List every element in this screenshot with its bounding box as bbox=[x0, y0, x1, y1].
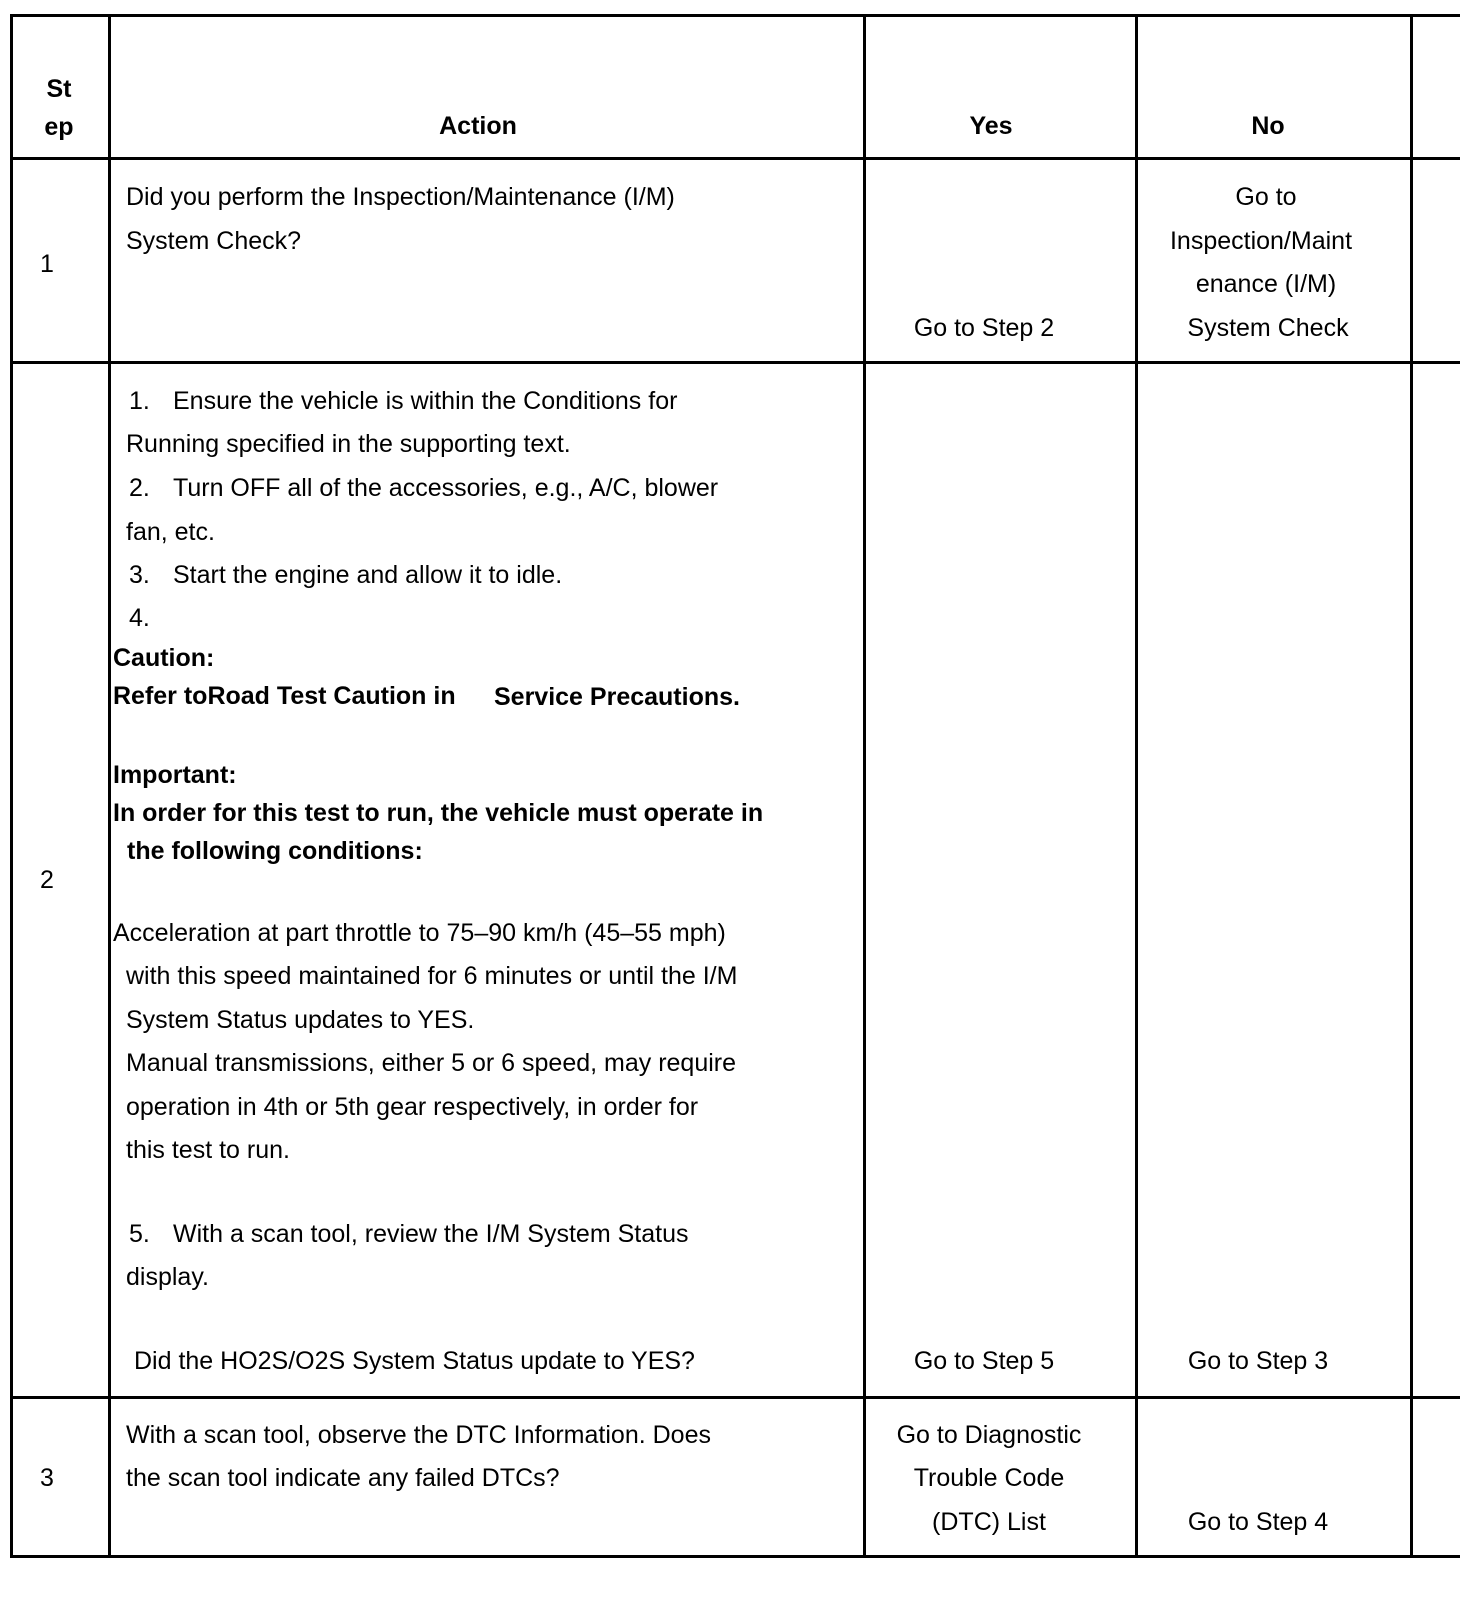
no-link[interactable]: Go to Step 3 bbox=[1187, 1347, 1329, 1375]
condition-text-line: Manual transmissions, either 5 or 6 speed, may require bbox=[126, 1049, 737, 1077]
condition-text-line: operation in 4th or 5th gear respectively, in order for bbox=[126, 1093, 699, 1121]
action-text-line: the scan tool indicate any failed DTCs? bbox=[126, 1464, 560, 1492]
list-number: 1. bbox=[129, 387, 150, 415]
action-text-line: With a scan tool, review the I/M System Status bbox=[173, 1220, 689, 1248]
list-number: 2. bbox=[129, 474, 150, 502]
header-action: Action bbox=[439, 112, 517, 140]
step-number: 2 bbox=[40, 866, 54, 894]
col-border-left bbox=[10, 14, 13, 1558]
yes-link-line[interactable]: Trouble Code bbox=[913, 1464, 1065, 1492]
header-step-line2: ep bbox=[44, 113, 74, 141]
header-no: No bbox=[1251, 112, 1285, 140]
action-text-line: Start the engine and allow it to idle. bbox=[173, 561, 563, 589]
no-link-line[interactable]: Go to bbox=[1235, 183, 1297, 211]
yes-link-line[interactable]: Go to Diagnostic bbox=[896, 1421, 1082, 1449]
action-text-line: System Check? bbox=[126, 227, 302, 255]
action-text-line: Turn OFF all of the accessories, e.g., A/C, blower bbox=[173, 474, 719, 502]
important-text-line: In order for this test to run, the vehicle must operate in bbox=[113, 799, 764, 827]
important-text-line: the following conditions: bbox=[127, 837, 423, 865]
important-label: Important: bbox=[113, 761, 237, 789]
condition-text-line: Acceleration at part throttle to 75–90 km/h (45–55 mph) bbox=[113, 919, 726, 947]
caution-text: Refer toRoad Test Caution in bbox=[113, 682, 456, 710]
no-link-line[interactable]: System Check bbox=[1187, 314, 1349, 342]
col-divider-step-action bbox=[108, 14, 111, 1558]
condition-text-line: this test to run. bbox=[126, 1136, 290, 1164]
row-divider-2 bbox=[10, 1396, 1460, 1399]
caution-label: Caution: bbox=[113, 644, 215, 672]
yes-link[interactable]: Go to Step 2 bbox=[913, 314, 1055, 342]
caution-link[interactable]: Service Precautions. bbox=[494, 683, 740, 711]
col-border-right bbox=[1410, 14, 1413, 1558]
list-number: 5. bbox=[129, 1220, 150, 1248]
question-text: Did the HO2S/O2S System Status update to YES? bbox=[134, 1347, 695, 1375]
step-number: 1 bbox=[40, 250, 54, 278]
header-yes: Yes bbox=[969, 112, 1013, 140]
list-number: 4. bbox=[129, 604, 150, 632]
table-border-top bbox=[10, 14, 1460, 17]
list-number: 3. bbox=[129, 561, 150, 589]
table-border-bottom bbox=[10, 1555, 1460, 1558]
row-divider-1 bbox=[10, 361, 1460, 364]
condition-text-line: with this speed maintained for 6 minutes or until the I/M bbox=[126, 962, 738, 990]
yes-link[interactable]: Go to Step 5 bbox=[913, 1347, 1055, 1375]
no-link-line[interactable]: enance (I/M) bbox=[1195, 270, 1337, 298]
step-number: 3 bbox=[40, 1464, 54, 1492]
action-text-line: With a scan tool, observe the DTC Information. Does bbox=[126, 1421, 711, 1449]
col-divider-action-yes bbox=[863, 14, 866, 1558]
action-text-line: Running specified in the supporting text. bbox=[126, 430, 571, 458]
action-text-line: fan, etc. bbox=[126, 518, 215, 546]
condition-text-line: System Status updates to YES. bbox=[126, 1006, 475, 1034]
diagnostic-table bbox=[10, 14, 1460, 1600]
action-text-line: display. bbox=[126, 1263, 209, 1291]
yes-link-line[interactable]: (DTC) List bbox=[932, 1508, 1046, 1536]
no-link[interactable]: Go to Step 4 bbox=[1187, 1508, 1329, 1536]
header-divider bbox=[10, 157, 1460, 160]
action-text-line: Ensure the vehicle is within the Conditions for bbox=[173, 387, 678, 415]
action-text-line: Did you perform the Inspection/Maintenance (I/M) bbox=[126, 183, 675, 211]
no-link-line[interactable]: Inspection/Maint bbox=[1169, 227, 1353, 255]
header-step-line1: St bbox=[46, 75, 72, 103]
